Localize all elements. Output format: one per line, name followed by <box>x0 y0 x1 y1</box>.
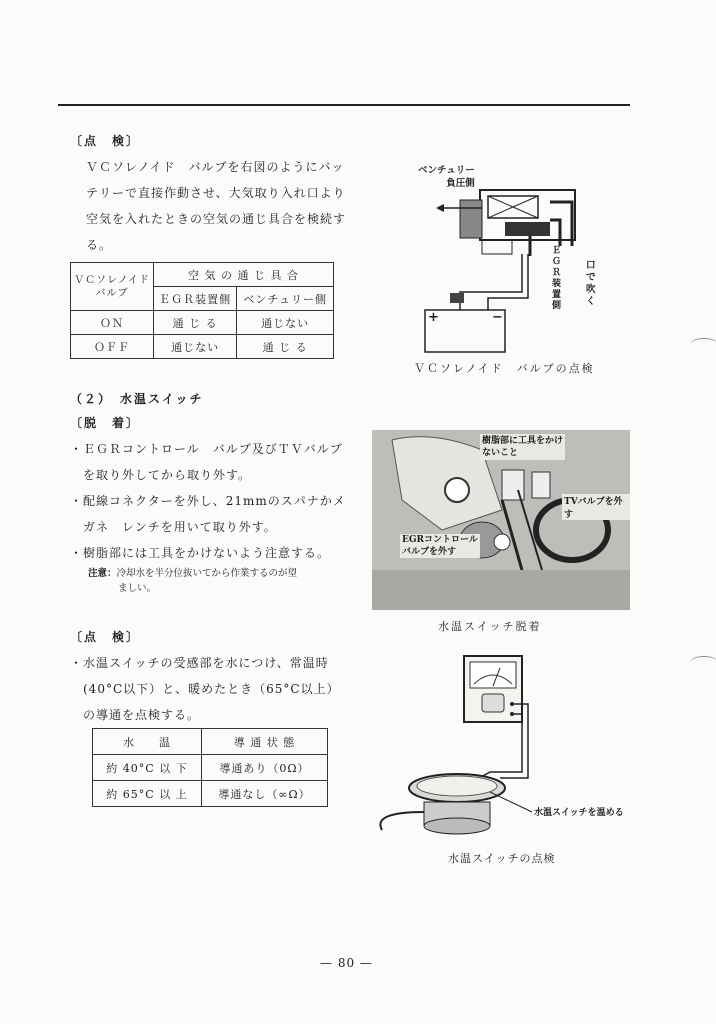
inspect-2-text <box>70 650 370 728</box>
remove-step: ガネ レンチを用いて取り外す。 <box>70 520 277 534</box>
water-temp-check-diagram <box>372 652 630 842</box>
section-2-title: （２） 水温スイッチ <box>70 392 204 406</box>
remove-note <box>88 566 358 596</box>
inspect-2-line: ・水温スイッチの受感部を水につけ、常温時 <box>70 656 329 670</box>
vc-group-header: 空 気 の 通 じ 具 合 <box>154 263 334 287</box>
section-header-inspect-2: 〔点 検〕 <box>70 630 141 644</box>
vc-row-egr: 通じない <box>154 335 237 359</box>
vc-subheader-venturi: ベンチュリー側 <box>237 287 334 311</box>
remove-step: ・樹脂部には工具をかけないよう注意する。 <box>70 546 331 560</box>
section-header-remove: 〔脱 着〕 <box>70 416 141 430</box>
label-resin-caution: 樹脂部に工具をかけ ないこと <box>482 436 564 458</box>
note-line: 冷却水を半分位抜いてから作業するのが望 <box>116 568 298 579</box>
temp-col-header: 水 温 <box>93 729 202 755</box>
temp-row-value: 約 65°C 以 上 <box>93 781 202 807</box>
note-line: ましい。 <box>118 583 157 594</box>
page-edge-mark <box>690 338 716 351</box>
vc-row-egr: 通 じ る <box>154 311 237 335</box>
vc-row-label: ＯＦＦ <box>71 335 154 359</box>
note-label: 注意： <box>88 568 117 579</box>
vc-row-venturi: 通じない <box>237 311 334 335</box>
state-col-header: 導 通 状 態 <box>202 729 328 755</box>
section-header-inspect-1: 〔点 検〕 <box>70 134 141 148</box>
top-rule <box>58 104 630 106</box>
vc-row-venturi: 通 じ る <box>237 335 334 359</box>
page-edge-mark <box>690 656 716 669</box>
remove-step: ・配線コネクターを外し、21mmのスパナかメ <box>70 494 346 508</box>
page-number: — 80 — <box>320 956 373 970</box>
vc-valve-diagram <box>400 160 620 355</box>
vc-subheader-egr: ＥＧＲ装置側 <box>154 287 237 311</box>
caption-removal: 水温スイッチ脱着 <box>438 620 542 633</box>
label-venturi-side: ベンチュリー 負圧側 <box>418 165 475 189</box>
remove-steps <box>70 436 370 566</box>
caption-vc-valve: ＶＣソレノイド バルブの点検 <box>414 362 595 375</box>
inspect-2-line: (40°C以下）と、暖めたとき（65°C以上） <box>70 682 340 696</box>
battery-minus: − <box>492 310 503 325</box>
label-blow-by-mouth: 口で 吹く <box>586 260 596 307</box>
remove-step: ・ＥＧＲコントロール バルブ及びＴＶバルブ <box>70 442 343 456</box>
inspect-1-line: 空気を入れたときの空気の通じ具合を検続す <box>86 212 347 226</box>
label-remove-egr-valve: EGRコントロール バルブを外す <box>402 535 478 557</box>
state-row-value: 導通あり（0Ω） <box>202 755 328 781</box>
inspect-1-text <box>86 154 376 258</box>
water-temp-switch-removal-photo <box>372 430 630 610</box>
label-remove-tv-valve: TVバルブを外す <box>562 494 630 520</box>
inspect-1-line: る。 <box>86 238 113 252</box>
vc-col-header: ＶＣソレノイド バルブ <box>71 263 154 311</box>
vc-row-label: ＯＮ <box>71 311 154 335</box>
label-egr-side: ＥＧＲ装置側 <box>552 246 562 311</box>
caption-check: 水温スイッチの点検 <box>448 852 556 865</box>
vc-valve-table <box>70 262 334 359</box>
temp-row-value: 約 40°C 以 下 <box>93 755 202 781</box>
water-temp-table <box>92 728 328 807</box>
inspect-2-line: の導通を点検する。 <box>70 708 201 722</box>
inspect-1-line: テリーで直接作動させ、大気取り入れ口より <box>86 186 346 200</box>
inspect-1-line: ＶＣソレノイド バルブを右図のようにバッ <box>86 160 345 174</box>
label-heat-switch: 水温スイッチを温める <box>534 808 624 818</box>
state-row-value: 導通なし（∞Ω） <box>202 781 328 807</box>
remove-step: を取り外してから取り外す。 <box>70 468 252 482</box>
battery-plus: + <box>428 310 439 325</box>
